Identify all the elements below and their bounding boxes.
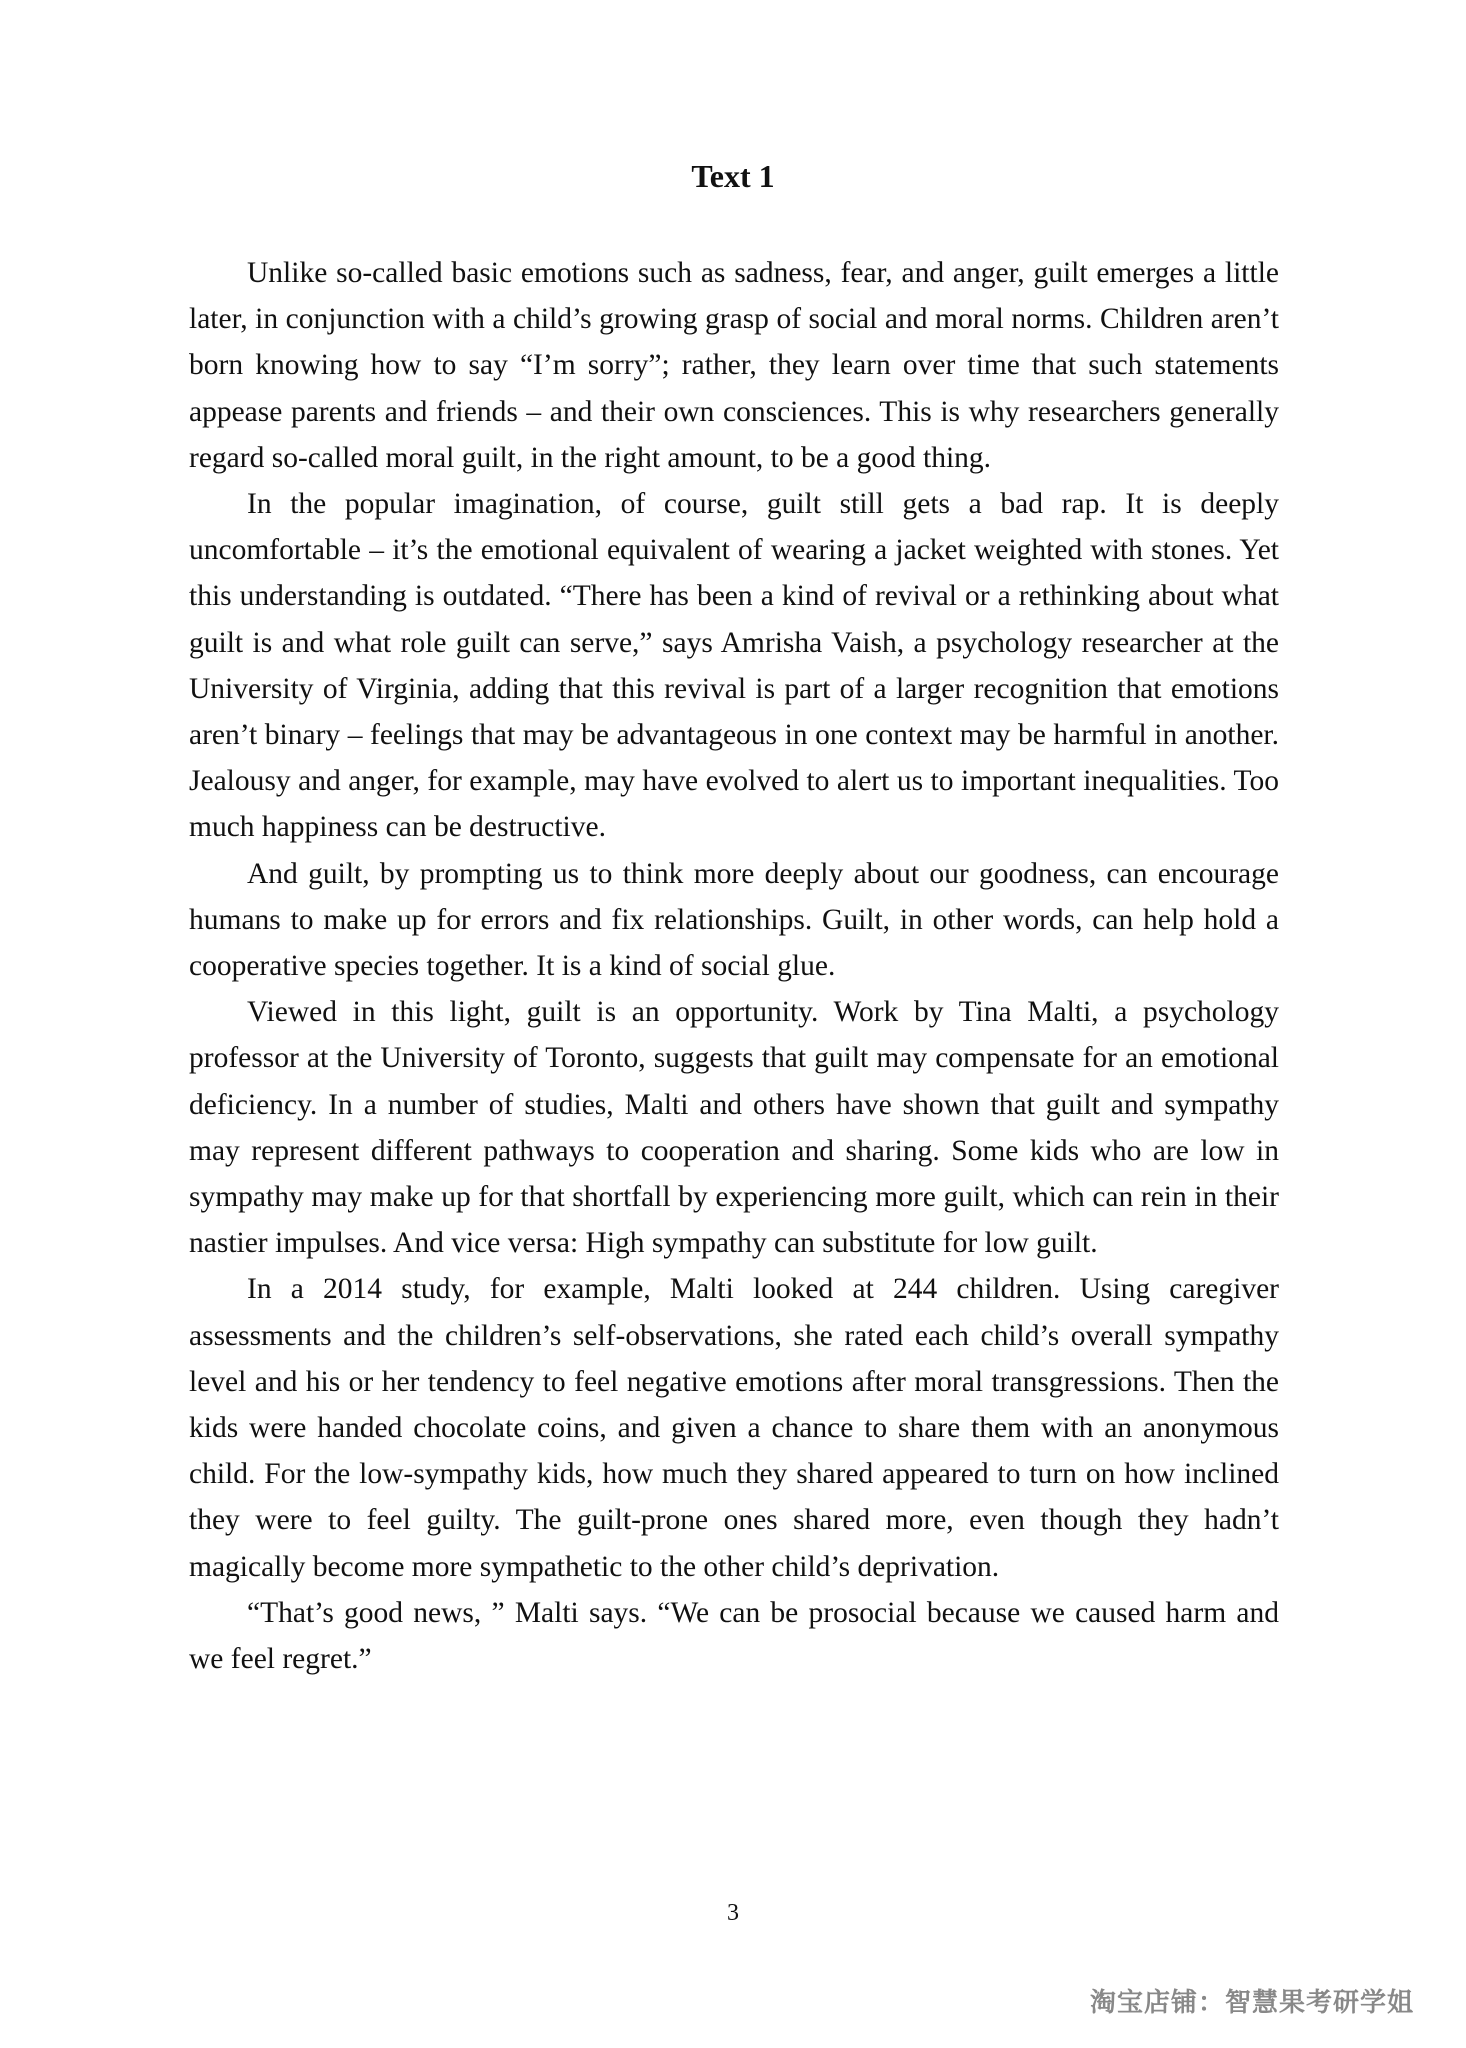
watermark: 淘宝店铺：智慧果考研学姐 <box>1089 1988 1414 2018</box>
paragraph: And guilt, by prompting us to think more deeply about our goodness, can encourage humans to make up for errors and fix relationships. Guilt, in other words, can help hold a cooperative species together. It is a kind of social glue. <box>189 857 1279 983</box>
article-body <box>189 250 1279 1682</box>
paragraph: In a 2014 study, for example, Malti looked at 244 children. Using caregiver assessments and the children’s self-observations, she rated each child’s overall sympathy level and his or her tendency to feel negative emotions after moral transgressions. Then the kids were handed chocolate coins, and given a chance to share them with an anonymous child. For the low-sympathy kids, how much they shared appeared to turn on how inclined they were to feel guilty. The guilt-prone ones shared more, even though they hadn’t magically become more sympathetic to the other child’s deprivation. <box>189 1273 1279 1583</box>
page-number: 3 <box>727 1900 739 1926</box>
page-title: Text 1 <box>691 158 775 194</box>
paragraph: Viewed in this light, guilt is an opportunity. Work by Tina Malti, a psychology professor at the University of Toronto, suggests that guilt may compensate for an emotional deficiency. In a number of studies, Malti and others have shown that guilt and sympathy may represent different pathways to cooperation and sharing. Some kids who are low in sympathy may make up for that shortfall by experiencing more guilt, which can rein in their nastier impulses. And vice versa: High sympathy can substitute for low guilt. <box>189 996 1279 1260</box>
paragraph: “That’s good news, ” Malti says. “We can be prosocial because we caused harm and we feel regret.” <box>189 1596 1279 1676</box>
paragraph: In the popular imagination, of course, guilt still gets a bad rap. It is deeply uncomfortable – it’s the emotional equivalent of wearing a jacket weighted with stones. Yet this understanding is outdated. “There has been a kind of revival or a rethinking about what guilt is and what role guilt can serve,” says Amrisha Vaish, a psychology researcher at the University of Virginia, adding that this revival is part of a larger recognition that emotions aren’t binary – feelings that may be advantageous in one context may be harmful in another. Jealousy and anger, for example, may have evolved to alert us to important inequalities. Too much happiness can be destructive. <box>189 488 1279 844</box>
paragraph: Unlike so-called basic emotions such as sadness, fear, and anger, guilt emerges a little later, in conjunction with a child’s growing grasp of social and moral norms. Children aren’t born knowing how to say “I’m sorry”; rather, they learn over time that such statements appease parents and friends – and their own consciences. This is why researchers generally regard so-called moral guilt, in the right amount, to be a good thing. <box>189 257 1279 474</box>
